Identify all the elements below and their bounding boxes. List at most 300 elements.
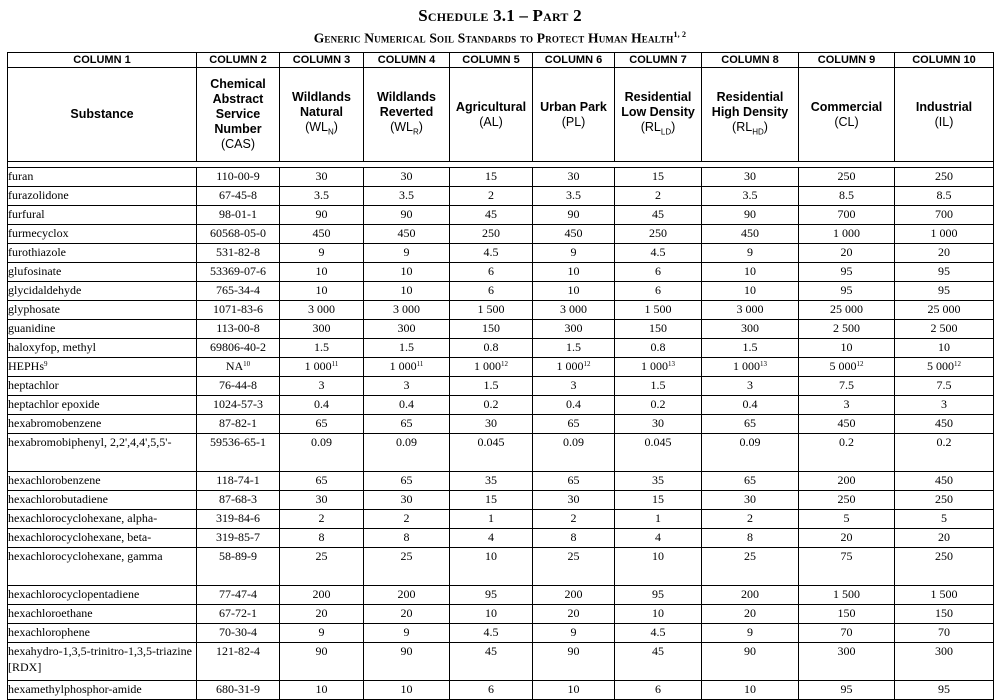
- footnote-ref: 12: [856, 360, 864, 368]
- standard-value-cell: [450, 491, 533, 510]
- header-label-line: Service: [215, 107, 261, 121]
- standard-value-cell: [702, 358, 799, 377]
- cell-value: glycidaldehyde: [8, 283, 82, 297]
- standard-value-cell: [799, 643, 895, 681]
- cell-value: 1 000: [641, 359, 668, 373]
- cell-value: furan: [8, 169, 34, 183]
- cell-value: 0.045: [644, 435, 672, 449]
- substance-cell: [8, 605, 197, 624]
- cell-value: 4.5: [650, 625, 666, 639]
- column-header-6: [533, 68, 615, 162]
- header-label-line: Substance: [70, 107, 134, 121]
- cell-value: 450: [837, 416, 856, 430]
- header-abbreviation: $(WL_R)$: [390, 119, 423, 137]
- standard-value-cell: [702, 187, 799, 206]
- cell-value: 1 500: [644, 302, 672, 316]
- cell-value: 65: [744, 416, 756, 430]
- standard-value-cell: [450, 225, 533, 244]
- standard-value-cell: [280, 548, 364, 586]
- cell-value: 9: [318, 245, 325, 259]
- standard-value-cell: [364, 510, 450, 529]
- cell-value: 113-00-8: [216, 321, 260, 335]
- standard-value-cell: [450, 472, 533, 491]
- standard-value-cell: [895, 643, 994, 681]
- standard-value-cell: [799, 681, 895, 700]
- header-label-line: Industrial: [915, 99, 973, 114]
- standard-value-cell: [450, 643, 533, 681]
- table-row: [8, 681, 994, 700]
- standard-value-cell: [615, 377, 702, 396]
- standard-value-cell: [280, 301, 364, 320]
- standard-value-cell: [702, 282, 799, 301]
- cell-value: 1.5: [742, 340, 758, 354]
- cell-value: 90: [567, 644, 580, 658]
- standard-value-cell: [615, 396, 702, 415]
- cell-value: 9: [570, 245, 577, 259]
- standard-value-cell: [364, 605, 450, 624]
- cell-value: 300: [312, 321, 331, 335]
- cas-cell: [197, 605, 280, 624]
- column-number-2: COLUMN 2: [197, 53, 280, 68]
- cell-value: furfural: [8, 207, 45, 221]
- cell-value: 90: [400, 644, 413, 658]
- standard-value-cell: [364, 358, 450, 377]
- table-row: [8, 586, 994, 605]
- cas-cell: [197, 358, 280, 377]
- header-abbreviation: (CL): [834, 114, 859, 129]
- cell-value: 1.5: [314, 340, 329, 354]
- standard-value-cell: [895, 510, 994, 529]
- standard-value-cell: [615, 605, 702, 624]
- cell-value: 20: [840, 245, 853, 259]
- standard-value-cell: [280, 244, 364, 263]
- cell-value: 8.5: [936, 188, 952, 202]
- standard-value-cell: [450, 339, 533, 358]
- standard-value-cell: [895, 187, 994, 206]
- cell-value: 450: [564, 226, 583, 240]
- cell-value: hexamethylphosphor-amide: [8, 682, 142, 696]
- cell-value: 65: [400, 416, 413, 430]
- abbr-subscript: LD: [660, 127, 672, 137]
- standard-value-cell: [895, 548, 994, 586]
- cell-value: 59536-65-1: [210, 435, 266, 449]
- cell-value: 67-45-8: [219, 188, 257, 202]
- header-label-line: High Density: [711, 104, 789, 119]
- abbr-text: WL: [309, 119, 328, 134]
- cell-value: 30: [567, 169, 580, 183]
- header-abbreviation: (PL): [561, 114, 586, 129]
- table-row: [8, 415, 994, 434]
- standard-value-cell: [895, 339, 994, 358]
- standard-value-cell: [450, 434, 533, 472]
- standard-value-cell: [799, 206, 895, 225]
- cell-value: 3: [318, 378, 325, 392]
- standard-value-cell: [364, 415, 450, 434]
- cell-value: 6: [655, 283, 661, 297]
- cas-cell: [197, 681, 280, 700]
- cell-value: 3.5: [566, 188, 581, 202]
- standard-value-cell: [799, 472, 895, 491]
- cell-value: 10: [652, 606, 664, 620]
- standard-value-cell: [280, 320, 364, 339]
- substance-cell: [8, 263, 197, 282]
- cell-value: 25 000: [830, 302, 863, 316]
- standard-value-cell: [280, 624, 364, 643]
- cell-value: hexachlorocyclopentadiene: [8, 587, 140, 601]
- standard-value-cell: [280, 377, 364, 396]
- cell-value: 53369-07-6: [210, 264, 266, 278]
- cell-value: 45: [485, 644, 497, 658]
- cell-value: guanidine: [8, 321, 56, 335]
- cell-value: 20: [567, 606, 580, 620]
- cell-value: 10: [315, 264, 328, 278]
- header-abbreviation: $(WL_N)$: [305, 119, 338, 137]
- column-number-7: COLUMN 7: [615, 53, 702, 68]
- substance-cell: [8, 377, 197, 396]
- table-row: [8, 434, 994, 472]
- table-row: [8, 605, 994, 624]
- cell-value: 6: [655, 264, 661, 278]
- cell-value: glyphosate: [8, 302, 60, 316]
- cell-value: 98-01-1: [219, 207, 257, 221]
- standard-value-cell: [702, 681, 799, 700]
- cell-value: 1 500: [833, 587, 860, 601]
- cas-cell: [197, 472, 280, 491]
- standard-value-cell: [364, 377, 450, 396]
- table-row: [8, 377, 994, 396]
- standard-value-cell: [364, 187, 450, 206]
- cell-value: 2 500: [930, 321, 958, 335]
- cell-value: 6: [488, 682, 494, 696]
- table-row: [8, 225, 994, 244]
- header-label-line: Residential: [624, 89, 692, 104]
- cell-value: 0.2: [839, 435, 854, 449]
- cas-cell: [197, 263, 280, 282]
- cell-value: 10: [567, 264, 580, 278]
- cell-value: 10: [400, 283, 413, 297]
- cell-value: 4.5: [650, 245, 666, 259]
- cell-value: 35: [485, 473, 497, 487]
- standard-value-cell: [364, 206, 450, 225]
- cas-cell: [197, 320, 280, 339]
- standard-value-cell: [533, 396, 615, 415]
- standard-value-cell: [895, 282, 994, 301]
- standard-value-cell: [280, 415, 364, 434]
- cell-value: 0.045: [477, 435, 505, 449]
- standard-value-cell: [280, 434, 364, 472]
- cell-value: 0.2: [483, 397, 499, 411]
- cell-value: furazolidone: [8, 188, 69, 202]
- standard-value-cell: [450, 548, 533, 586]
- standard-value-cell: [615, 263, 702, 282]
- cell-value: 25: [315, 549, 328, 563]
- header-label-line: Number: [214, 122, 262, 136]
- standard-value-cell: [533, 263, 615, 282]
- cell-value: heptachlor epoxide: [8, 397, 100, 411]
- cell-value: 70-30-4: [219, 625, 257, 639]
- cell-value: 4.5: [483, 245, 499, 259]
- standard-value-cell: [533, 415, 615, 434]
- cell-value: 1 000: [733, 359, 760, 373]
- cell-value: 1: [655, 511, 661, 525]
- substance-cell: [8, 643, 197, 681]
- cell-value: 2: [655, 188, 661, 202]
- header-abbreviation: $(RL_{HD})$: [732, 119, 768, 137]
- subtitle-footnote: 1, 2: [673, 30, 687, 39]
- standard-value-cell: [364, 643, 450, 681]
- cell-value: 35: [652, 473, 664, 487]
- standard-value-cell: [533, 320, 615, 339]
- cell-value: 1: [488, 511, 494, 525]
- header-abbreviation: (IL): [934, 114, 954, 129]
- standard-value-cell: [702, 586, 799, 605]
- column-number-4: COLUMN 4: [364, 53, 450, 68]
- cell-value: 1 000: [833, 226, 860, 240]
- cell-value: furothiazole: [8, 245, 66, 259]
- cell-value: 3.5: [314, 188, 329, 202]
- column-header-3: [280, 68, 364, 162]
- cell-value: 319-84-6: [216, 511, 260, 525]
- standard-value-cell: [280, 168, 364, 187]
- substance-cell: [8, 301, 197, 320]
- cell-value: 700: [837, 207, 856, 221]
- cell-value: 450: [312, 226, 331, 240]
- cell-value: 30: [400, 169, 413, 183]
- cell-value: hexachloroethane: [8, 606, 93, 620]
- substance-cell: [8, 472, 197, 491]
- standard-value-cell: [450, 415, 533, 434]
- cas-cell: [197, 377, 280, 396]
- standard-value-cell: [364, 434, 450, 472]
- soil-standards-table: [7, 52, 994, 700]
- standard-value-cell: [895, 225, 994, 244]
- cell-value: 319-85-7: [216, 530, 260, 544]
- cas-cell: [197, 244, 280, 263]
- cell-value: 90: [744, 644, 756, 658]
- cell-value: 10: [400, 682, 413, 696]
- cell-value: 1.5: [399, 340, 414, 354]
- cell-value: 200: [741, 587, 759, 601]
- standard-value-cell: [702, 415, 799, 434]
- substance-cell: [8, 586, 197, 605]
- standard-value-cell: [615, 434, 702, 472]
- substance-cell: [8, 529, 197, 548]
- cell-value: 0.09: [311, 435, 332, 449]
- cell-value: 1 000: [930, 226, 958, 240]
- header-label-line: Agricultural: [455, 99, 527, 114]
- cell-value: 95: [652, 587, 664, 601]
- cell-value: 25: [744, 549, 756, 563]
- cell-value: 69806-40-2: [210, 340, 266, 354]
- substance-cell: [8, 358, 197, 377]
- cell-value: 7.5: [936, 378, 952, 392]
- cell-value: 65: [315, 416, 328, 430]
- standard-value-cell: [280, 643, 364, 681]
- cell-value: 0.4: [566, 397, 581, 411]
- column-number-6: COLUMN 6: [533, 53, 615, 68]
- standard-value-cell: [702, 206, 799, 225]
- cell-value: 3: [941, 397, 947, 411]
- standard-value-cell: [280, 263, 364, 282]
- standard-value-cell: [895, 244, 994, 263]
- cell-value: 87-68-3: [219, 492, 257, 506]
- standard-value-cell: [364, 586, 450, 605]
- standard-value-cell: [799, 225, 895, 244]
- cell-value: 250: [935, 492, 953, 506]
- standard-value-cell: [450, 282, 533, 301]
- standard-value-cell: [615, 472, 702, 491]
- standard-value-cell: [533, 168, 615, 187]
- column-header-7: [615, 68, 702, 162]
- substance-cell: [8, 339, 197, 358]
- cell-value: hexabromobiphenyl, 2,2',4,4',5,5'-: [8, 435, 172, 449]
- standard-value-cell: [364, 168, 450, 187]
- cas-cell: [197, 415, 280, 434]
- column-number-row: [8, 53, 994, 68]
- cas-cell: [197, 643, 280, 681]
- standard-value-cell: [799, 415, 895, 434]
- substance-cell: [8, 434, 197, 472]
- cell-value: 5: [843, 511, 850, 525]
- cell-value: 150: [482, 321, 500, 335]
- cell-value: 95: [938, 283, 950, 297]
- table-subtitle: [0, 30, 1000, 47]
- cell-value: 90: [315, 207, 328, 221]
- cell-value: 25: [567, 549, 580, 563]
- standard-value-cell: [533, 624, 615, 643]
- footnote-ref: 12: [501, 360, 508, 368]
- standard-value-cell: [615, 643, 702, 681]
- subtitle-text: Generic Numerical Soil Standards to Protect Human Health: [313, 30, 674, 46]
- standard-value-cell: [702, 510, 799, 529]
- standard-value-cell: [533, 358, 615, 377]
- standard-value-cell: [702, 624, 799, 643]
- standard-value-cell: [799, 187, 895, 206]
- standard-value-cell: [615, 339, 702, 358]
- standard-value-cell: [364, 548, 450, 586]
- substance-cell: [8, 510, 197, 529]
- standard-value-cell: [280, 529, 364, 548]
- cell-value: 0.2: [936, 435, 952, 449]
- cell-value: 6: [655, 682, 661, 696]
- table-row: [8, 358, 994, 377]
- header-abbreviation: $(RL_{LD})$: [640, 119, 676, 137]
- standard-value-cell: [450, 320, 533, 339]
- standard-value-cell: [533, 187, 615, 206]
- abbr-subscript: R: [412, 127, 419, 137]
- cell-value: 10: [840, 340, 853, 354]
- cell-value: 0.09: [563, 435, 584, 449]
- standard-value-cell: [533, 472, 615, 491]
- cell-value: 10: [744, 264, 756, 278]
- standard-value-cell: [450, 358, 533, 377]
- standard-value-cell: [615, 358, 702, 377]
- standard-value-cell: [280, 586, 364, 605]
- standard-value-cell: [702, 225, 799, 244]
- standard-value-cell: [533, 529, 615, 548]
- cell-value: 3.5: [399, 188, 414, 202]
- cas-cell: [197, 529, 280, 548]
- substance-cell: [8, 225, 197, 244]
- cell-value: NA: [225, 359, 244, 373]
- cell-value: hexachlorophene: [8, 625, 90, 639]
- header-label-line: Commercial: [810, 99, 883, 114]
- standard-value-cell: [799, 529, 895, 548]
- standard-value-cell: [799, 510, 895, 529]
- standard-value-cell: [364, 320, 450, 339]
- standard-value-cell: [533, 681, 615, 700]
- cell-value: 8: [403, 530, 410, 544]
- standard-value-cell: [364, 263, 450, 282]
- standard-value-cell: [615, 510, 702, 529]
- cas-cell: [197, 339, 280, 358]
- table-row: [8, 244, 994, 263]
- cell-value: 10: [567, 682, 580, 696]
- standard-value-cell: [533, 377, 615, 396]
- cell-value: 4: [488, 530, 494, 544]
- cell-value: 0.09: [396, 435, 417, 449]
- standard-value-cell: [615, 586, 702, 605]
- cell-value: 95: [938, 264, 950, 278]
- abbr-text: RL: [644, 119, 661, 134]
- substance-cell: [8, 681, 197, 700]
- table-row: [8, 624, 994, 643]
- header-abbreviation: (CAS): [220, 137, 256, 151]
- standard-value-cell: [280, 225, 364, 244]
- standard-value-cell: [702, 263, 799, 282]
- cell-value: 90: [400, 207, 413, 221]
- cell-value: 450: [935, 416, 953, 430]
- cell-value: 10: [400, 264, 413, 278]
- header-label-line: Abstract: [212, 92, 264, 106]
- cell-value: 0.8: [483, 340, 499, 354]
- standard-value-cell: [895, 434, 994, 472]
- cell-value: 3 000: [393, 302, 420, 316]
- table-row: [8, 263, 994, 282]
- standard-value-cell: [450, 624, 533, 643]
- cell-value: haloxyfop, methyl: [8, 340, 96, 354]
- standard-value-cell: [895, 377, 994, 396]
- cell-value: 87-82-1: [219, 416, 257, 430]
- standard-value-cell: [799, 586, 895, 605]
- standard-value-cell: [895, 301, 994, 320]
- cell-value: glufosinate: [8, 264, 62, 278]
- cas-cell: [197, 282, 280, 301]
- table-row: [8, 168, 994, 187]
- cell-value: 250: [482, 226, 500, 240]
- cell-value: 9: [747, 625, 753, 639]
- standard-value-cell: [702, 643, 799, 681]
- footnote-ref: 10: [243, 360, 251, 368]
- standard-value-cell: [615, 187, 702, 206]
- cell-value: 1.5: [483, 378, 499, 392]
- cell-value: 3: [843, 397, 850, 411]
- cell-value: 700: [935, 207, 953, 221]
- cell-value: 7.5: [839, 378, 854, 392]
- cell-value: 300: [397, 321, 416, 335]
- standard-value-cell: [364, 681, 450, 700]
- footnote-ref: 13: [760, 360, 767, 368]
- header-label-line: Low Density: [621, 104, 695, 119]
- cell-value: 3 000: [736, 302, 764, 316]
- cell-value: 90: [744, 207, 756, 221]
- cell-value: hexachlorocyclohexane, alpha-: [8, 511, 158, 525]
- column-header-8: [702, 68, 799, 162]
- cell-value: 10: [485, 606, 497, 620]
- column-number-9: COLUMN 9: [799, 53, 895, 68]
- footnote-ref: 11: [331, 360, 339, 368]
- cell-value: 450: [397, 226, 416, 240]
